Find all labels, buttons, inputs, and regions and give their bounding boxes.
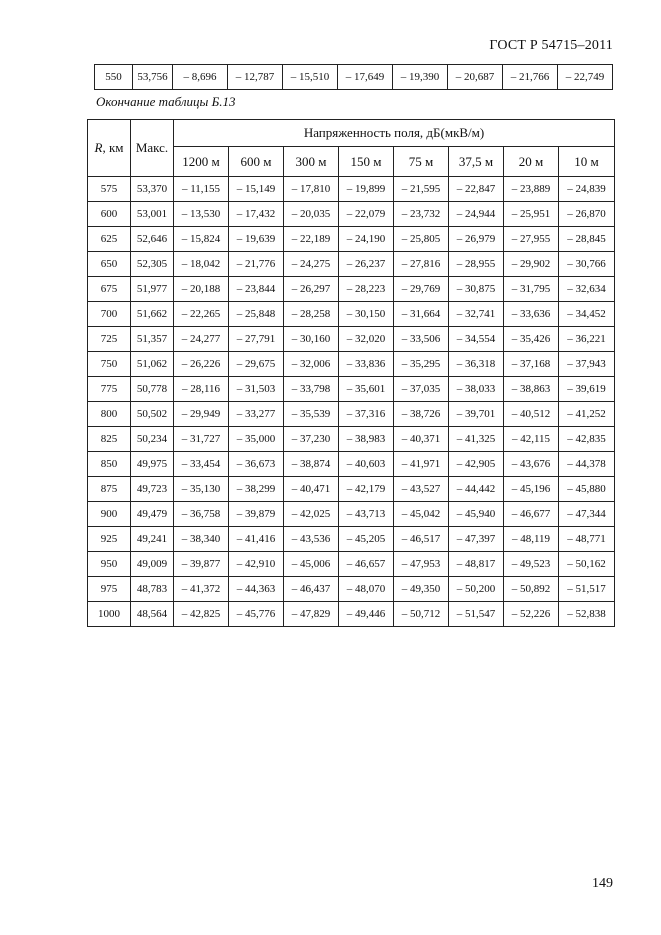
cell-distance: 625 [88, 227, 131, 252]
cell-value: – 42,025 [284, 502, 339, 527]
table-row [88, 527, 615, 552]
table-row [88, 602, 615, 627]
cell-distance: 825 [88, 427, 131, 452]
distance-unit: , км [102, 140, 124, 155]
cell-value: – 30,875 [449, 277, 504, 302]
cell-value: – 48,817 [449, 552, 504, 577]
cell-max: 49,479 [131, 502, 174, 527]
cell-value: – 15,149 [229, 177, 284, 202]
table-row [88, 452, 615, 477]
cell-max: 49,009 [131, 552, 174, 577]
cell-value: – 47,953 [394, 552, 449, 577]
cell-max: 51,062 [131, 352, 174, 377]
cell-value: – 45,006 [284, 552, 339, 577]
cell-distance: 550 [95, 65, 133, 90]
cell-value: – 38,983 [339, 427, 394, 452]
cell-value: – 52,838 [559, 602, 615, 627]
cell-value: – 33,636 [504, 302, 559, 327]
cell-value: – 52,226 [504, 602, 559, 627]
cell-value: – 19,899 [339, 177, 394, 202]
table-row [88, 402, 615, 427]
cell-value: – 35,601 [339, 377, 394, 402]
cell-value: – 31,664 [394, 302, 449, 327]
cell-value: – 18,042 [174, 252, 229, 277]
cell-value: – 41,252 [559, 402, 615, 427]
cell-value: – 22,189 [284, 227, 339, 252]
cell-value: – 20,188 [174, 277, 229, 302]
cell-value: – 28,845 [559, 227, 615, 252]
cell-value: – 37,316 [339, 402, 394, 427]
cell-value: – 25,805 [394, 227, 449, 252]
cell-value: – 31,795 [504, 277, 559, 302]
cell-value: – 35,539 [284, 402, 339, 427]
cell-value: – 38,299 [229, 477, 284, 502]
cell-max: 51,357 [131, 327, 174, 352]
cell-value: – 32,006 [284, 352, 339, 377]
cell-value: – 31,503 [229, 377, 284, 402]
cell-value: – 28,955 [449, 252, 504, 277]
col-header-height: 150 м [339, 147, 394, 177]
col-header-height: 10 м [559, 147, 615, 177]
col-header-max: Макс. [131, 120, 174, 177]
table-row [88, 377, 615, 402]
document-code-header: ГОСТ Р 54715–2011 [489, 38, 613, 53]
cell-distance: 675 [88, 277, 131, 302]
cell-distance: 925 [88, 527, 131, 552]
cell-value: – 37,035 [394, 377, 449, 402]
cell-value: – 28,116 [174, 377, 229, 402]
cell-value: – 39,701 [449, 402, 504, 427]
cell-value: – 35,426 [504, 327, 559, 352]
cell-value: – 29,949 [174, 402, 229, 427]
cell-value: – 34,452 [559, 302, 615, 327]
cell-distance: 975 [88, 577, 131, 602]
cell-value: – 43,527 [394, 477, 449, 502]
table-row [88, 252, 615, 277]
cell-value: – 37,943 [559, 352, 615, 377]
table-row [88, 327, 615, 352]
cell-value: – 27,955 [504, 227, 559, 252]
cell-value: – 50,712 [394, 602, 449, 627]
cell-value: – 37,168 [504, 352, 559, 377]
carry-over-table [94, 64, 613, 90]
cell-value: – 42,115 [504, 427, 559, 452]
col-header-height: 75 м [394, 147, 449, 177]
cell-value: – 15,824 [174, 227, 229, 252]
cell-value: – 30,150 [339, 302, 394, 327]
cell-value: – 12,787 [228, 65, 283, 90]
cell-value: – 32,634 [559, 277, 615, 302]
cell-value: – 34,554 [449, 327, 504, 352]
cell-value: – 38,874 [284, 452, 339, 477]
col-header-height: 20 м [504, 147, 559, 177]
cell-value: – 26,297 [284, 277, 339, 302]
cell-max: 52,305 [131, 252, 174, 277]
cell-value: – 41,372 [174, 577, 229, 602]
cell-value: – 21,766 [503, 65, 558, 90]
cell-value: – 45,042 [394, 502, 449, 527]
table-row [88, 302, 615, 327]
table-row [88, 202, 615, 227]
cell-value: – 42,910 [229, 552, 284, 577]
cell-value: – 11,155 [174, 177, 229, 202]
cell-value: – 19,639 [229, 227, 284, 252]
cell-value: – 50,892 [504, 577, 559, 602]
cell-value: – 30,160 [284, 327, 339, 352]
cell-value: – 23,889 [504, 177, 559, 202]
cell-max: 49,723 [131, 477, 174, 502]
cell-value: – 43,713 [339, 502, 394, 527]
cell-value: – 39,879 [229, 502, 284, 527]
cell-value: – 17,649 [338, 65, 393, 90]
cell-value: – 22,079 [339, 202, 394, 227]
cell-value: – 45,940 [449, 502, 504, 527]
cell-value: – 41,971 [394, 452, 449, 477]
cell-value: – 26,979 [449, 227, 504, 252]
cell-distance: 575 [88, 177, 131, 202]
distance-symbol: R [94, 140, 103, 155]
cell-value: – 46,437 [284, 577, 339, 602]
table-row [88, 427, 615, 452]
cell-value: – 21,776 [229, 252, 284, 277]
cell-value: – 23,844 [229, 277, 284, 302]
cell-value: – 42,835 [559, 427, 615, 452]
cell-value: – 13,530 [174, 202, 229, 227]
cell-value: – 45,205 [339, 527, 394, 552]
cell-value: – 33,836 [339, 352, 394, 377]
table-row [88, 277, 615, 302]
cell-value: – 35,000 [229, 427, 284, 452]
cell-value: – 24,944 [449, 202, 504, 227]
cell-max: 48,564 [131, 602, 174, 627]
cell-value: – 29,902 [504, 252, 559, 277]
cell-value: – 36,318 [449, 352, 504, 377]
cell-max: 48,783 [131, 577, 174, 602]
cell-value: – 40,512 [504, 402, 559, 427]
cell-max: 51,662 [131, 302, 174, 327]
cell-distance: 600 [88, 202, 131, 227]
cell-value: – 47,344 [559, 502, 615, 527]
cell-value: – 38,863 [504, 377, 559, 402]
cell-value: – 45,776 [229, 602, 284, 627]
cell-value: – 50,162 [559, 552, 615, 577]
cell-value: – 21,595 [394, 177, 449, 202]
cell-value: – 31,727 [174, 427, 229, 452]
cell-value: – 45,880 [559, 477, 615, 502]
cell-value: – 33,454 [174, 452, 229, 477]
cell-distance: 700 [88, 302, 131, 327]
cell-value: – 40,371 [394, 427, 449, 452]
cell-value: – 33,798 [284, 377, 339, 402]
cell-value: – 44,442 [449, 477, 504, 502]
cell-value: – 36,673 [229, 452, 284, 477]
table-row [88, 477, 615, 502]
cell-distance: 775 [88, 377, 131, 402]
cell-value: – 35,295 [394, 352, 449, 377]
cell-distance: 900 [88, 502, 131, 527]
cell-value: – 51,517 [559, 577, 615, 602]
col-header-distance [88, 120, 131, 177]
cell-distance: 1000 [88, 602, 131, 627]
cell-value: – 36,758 [174, 502, 229, 527]
cell-value: – 45,196 [504, 477, 559, 502]
cell-value: – 44,363 [229, 577, 284, 602]
cell-value: – 46,517 [394, 527, 449, 552]
cell-value: – 30,766 [559, 252, 615, 277]
cell-value: – 27,816 [394, 252, 449, 277]
cell-value: – 42,825 [174, 602, 229, 627]
cell-value: – 38,033 [449, 377, 504, 402]
cell-max: 49,241 [131, 527, 174, 552]
cell-value: – 48,070 [339, 577, 394, 602]
cell-distance: 850 [88, 452, 131, 477]
cell-value: – 47,829 [284, 602, 339, 627]
table-row [88, 577, 615, 602]
cell-value: – 22,749 [558, 65, 613, 90]
cell-value: – 28,223 [339, 277, 394, 302]
cell-value: – 43,536 [284, 527, 339, 552]
cell-value: – 17,432 [229, 202, 284, 227]
cell-max: 49,975 [131, 452, 174, 477]
cell-max: 50,778 [131, 377, 174, 402]
cell-value: – 40,603 [339, 452, 394, 477]
cell-value: – 35,130 [174, 477, 229, 502]
cell-value: – 32,741 [449, 302, 504, 327]
cell-value: – 41,325 [449, 427, 504, 452]
col-header-height: 37,5 м [449, 147, 504, 177]
cell-value: – 33,506 [394, 327, 449, 352]
cell-value: – 47,397 [449, 527, 504, 552]
cell-value: – 22,265 [174, 302, 229, 327]
cell-value: – 28,258 [284, 302, 339, 327]
cell-value: – 39,619 [559, 377, 615, 402]
cell-max: 53,370 [131, 177, 174, 202]
cell-value: – 24,275 [284, 252, 339, 277]
cell-distance: 875 [88, 477, 131, 502]
cell-value: – 24,839 [559, 177, 615, 202]
cell-value: – 25,951 [504, 202, 559, 227]
cell-value: – 48,119 [504, 527, 559, 552]
cell-value: – 24,190 [339, 227, 394, 252]
cell-value: – 46,677 [504, 502, 559, 527]
cell-value: – 23,732 [394, 202, 449, 227]
table-row [88, 227, 615, 252]
cell-distance: 950 [88, 552, 131, 577]
table-caption: Окончание таблицы Б.13 [96, 94, 236, 109]
cell-value: – 44,378 [559, 452, 615, 477]
cell-value: – 26,226 [174, 352, 229, 377]
table-row [88, 552, 615, 577]
cell-value: – 36,221 [559, 327, 615, 352]
cell-value: – 48,771 [559, 527, 615, 552]
page-number: 149 [592, 876, 613, 891]
cell-value: – 33,277 [229, 402, 284, 427]
cell-value: – 39,877 [174, 552, 229, 577]
cell-value: – 42,905 [449, 452, 504, 477]
cell-value: – 29,675 [229, 352, 284, 377]
table-row [88, 502, 615, 527]
cell-max: 51,977 [131, 277, 174, 302]
cell-value: – 41,416 [229, 527, 284, 552]
cell-distance: 650 [88, 252, 131, 277]
cell-value: – 49,523 [504, 552, 559, 577]
cell-distance: 800 [88, 402, 131, 427]
cell-value: – 49,446 [339, 602, 394, 627]
cell-value: – 22,847 [449, 177, 504, 202]
cell-value: – 27,791 [229, 327, 284, 352]
cell-value: – 20,687 [448, 65, 503, 90]
cell-value: – 25,848 [229, 302, 284, 327]
cell-value: – 42,179 [339, 477, 394, 502]
cell-max: 50,502 [131, 402, 174, 427]
cell-value: – 38,340 [174, 527, 229, 552]
cell-value: – 46,657 [339, 552, 394, 577]
group-header-field-strength: Напряженность поля, дБ(мкВ/м) [174, 120, 615, 147]
cell-value: – 15,510 [283, 65, 338, 90]
cell-value: – 29,769 [394, 277, 449, 302]
cell-value: – 37,230 [284, 427, 339, 452]
cell-max: 50,234 [131, 427, 174, 452]
col-header-height: 1200 м [174, 147, 229, 177]
cell-value: – 32,020 [339, 327, 394, 352]
cell-value: – 43,676 [504, 452, 559, 477]
col-header-height: 300 м [284, 147, 339, 177]
cell-value: – 51,547 [449, 602, 504, 627]
cell-value: – 19,390 [393, 65, 448, 90]
field-strength-table [87, 119, 615, 627]
cell-value: – 8,696 [173, 65, 228, 90]
table-row [88, 352, 615, 377]
cell-value: – 50,200 [449, 577, 504, 602]
cell-max: 53,756 [133, 65, 173, 90]
cell-value: – 26,870 [559, 202, 615, 227]
col-header-height: 600 м [229, 147, 284, 177]
cell-max: 53,001 [131, 202, 174, 227]
cell-value: – 40,471 [284, 477, 339, 502]
cell-max: 52,646 [131, 227, 174, 252]
cell-value: – 20,035 [284, 202, 339, 227]
carry-over-row [95, 65, 613, 90]
cell-value: – 24,277 [174, 327, 229, 352]
cell-distance: 750 [88, 352, 131, 377]
cell-value: – 38,726 [394, 402, 449, 427]
cell-distance: 725 [88, 327, 131, 352]
cell-value: – 26,237 [339, 252, 394, 277]
cell-value: – 17,810 [284, 177, 339, 202]
table-row [88, 177, 615, 202]
cell-value: – 49,350 [394, 577, 449, 602]
